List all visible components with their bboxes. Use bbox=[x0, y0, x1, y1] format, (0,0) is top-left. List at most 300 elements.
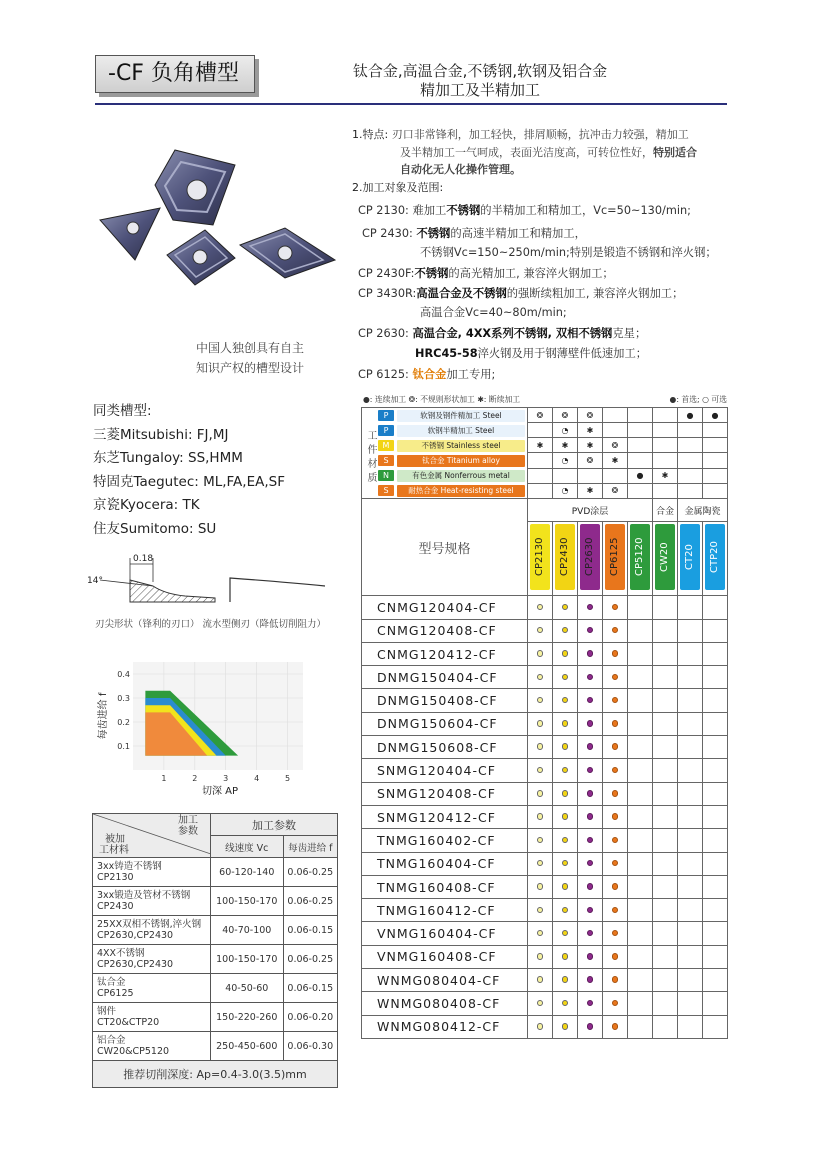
edge-profile-caption: 刃尖形状（锋利的刃口） 流水型侧刃（降低切削阻力） bbox=[95, 619, 327, 630]
availability-cell bbox=[528, 899, 553, 922]
grade-code: CP 2430: bbox=[362, 227, 413, 240]
availability-cell bbox=[678, 736, 703, 759]
available-dot bbox=[562, 1023, 569, 1030]
available-dot bbox=[587, 697, 594, 704]
scope-bold: HRC45-58 bbox=[415, 347, 478, 360]
model-row bbox=[362, 852, 728, 875]
available-dot bbox=[587, 837, 594, 844]
available-dot bbox=[587, 650, 594, 657]
params-row bbox=[93, 945, 338, 974]
availability-cell bbox=[553, 596, 578, 619]
availability-cell bbox=[653, 736, 678, 759]
available-dot bbox=[612, 767, 619, 774]
model-code: TNMG160408-CF bbox=[362, 875, 528, 898]
availability-cell bbox=[553, 969, 578, 992]
availability-cell bbox=[653, 712, 678, 735]
availability-cell bbox=[603, 759, 628, 782]
params-vc: 60-120-140 bbox=[211, 858, 284, 887]
scope-cp3430r bbox=[358, 285, 683, 301]
material-name: 钢件 bbox=[97, 1006, 117, 1017]
chart-y-ticks bbox=[117, 670, 130, 751]
material-symbol-cell bbox=[653, 408, 678, 423]
availability-cell bbox=[553, 945, 578, 968]
params-material bbox=[93, 1032, 211, 1061]
chart-y-tick: 0.3 bbox=[117, 694, 130, 703]
availability-cell bbox=[528, 992, 553, 1015]
material-badge: M bbox=[378, 440, 394, 451]
available-dot bbox=[587, 930, 594, 937]
available-dot bbox=[562, 743, 569, 750]
feed-depth-chart bbox=[95, 660, 310, 800]
availability-cell bbox=[703, 689, 728, 712]
available-dot bbox=[587, 883, 594, 890]
availability-cell bbox=[678, 852, 703, 875]
availability-cell bbox=[628, 922, 653, 945]
params-group-header: 加工参数 bbox=[211, 814, 338, 836]
availability-cell bbox=[628, 619, 653, 642]
available-dot bbox=[612, 674, 619, 681]
material-symbol-cell: ❂ bbox=[578, 453, 603, 468]
available-dot bbox=[612, 837, 619, 844]
availability-cell bbox=[603, 852, 628, 875]
scope-text: 难加工 bbox=[412, 204, 447, 217]
availability-cell bbox=[703, 782, 728, 805]
availability-cell bbox=[528, 1015, 553, 1038]
availability-cell bbox=[628, 712, 653, 735]
scope-label: 2.加工对象及范围: bbox=[352, 180, 444, 194]
params-row bbox=[93, 916, 338, 945]
grade-code-label: CT20 bbox=[680, 524, 700, 590]
availability-cell bbox=[678, 922, 703, 945]
availability-cell bbox=[628, 899, 653, 922]
symbol-legend: ●: 连续加工 ❂: 不规则形状加工 ✱: 断续加工 bbox=[363, 395, 521, 404]
material-grade: CP6125 bbox=[97, 988, 134, 999]
available-dot bbox=[612, 720, 619, 727]
availability-cell bbox=[678, 992, 703, 1015]
available-dot bbox=[612, 907, 619, 914]
scope-cp2130 bbox=[358, 202, 691, 218]
scope-highlight: 钛合金 bbox=[412, 368, 447, 381]
availability-cell bbox=[553, 899, 578, 922]
model-row bbox=[362, 619, 728, 642]
availability-cell bbox=[603, 829, 628, 852]
available-dot bbox=[562, 767, 569, 774]
material-grade: CP2630,CP2430 bbox=[97, 959, 174, 970]
model-code: SNMG120404-CF bbox=[362, 759, 528, 782]
similar-item: 京瓷Kyocera: TK bbox=[93, 497, 200, 513]
material-symbol-cell bbox=[603, 468, 628, 483]
features-section bbox=[352, 126, 742, 196]
material-symbol-cell bbox=[703, 468, 728, 483]
availability-cell bbox=[603, 689, 628, 712]
available-dot bbox=[537, 883, 544, 890]
availability-cell bbox=[578, 596, 603, 619]
params-f: 0.06-0.15 bbox=[283, 916, 337, 945]
model-code: WNMG080404-CF bbox=[362, 969, 528, 992]
available-dot bbox=[587, 790, 594, 797]
available-dot bbox=[562, 790, 569, 797]
preference-legend: ●: 首选; ○ 可选 bbox=[669, 395, 727, 404]
subtitle-line1: 钛合金,高温合金,不锈钢,软钢及铝合金 bbox=[352, 62, 608, 80]
model-code: VNMG160408-CF bbox=[362, 945, 528, 968]
available-dot bbox=[587, 976, 594, 983]
model-row bbox=[362, 969, 728, 992]
grade-code-label: CW20 bbox=[655, 524, 675, 590]
similar-grooves bbox=[93, 400, 285, 541]
model-row bbox=[362, 899, 728, 922]
available-dot bbox=[612, 813, 619, 820]
availability-cell bbox=[528, 969, 553, 992]
availability-cell bbox=[678, 899, 703, 922]
available-dot bbox=[562, 813, 569, 820]
chart-y-tick: 0.4 bbox=[117, 670, 130, 679]
availability-cell bbox=[553, 759, 578, 782]
availability-cell bbox=[628, 875, 653, 898]
material-symbol-cell: ✱ bbox=[578, 483, 603, 498]
availability-cell bbox=[603, 642, 628, 665]
material-symbol-cell: ✱ bbox=[553, 438, 578, 453]
material-symbol-cell bbox=[678, 453, 703, 468]
material-name: 3xx锻造及管材不锈钢 bbox=[97, 890, 191, 901]
available-dot bbox=[537, 1023, 544, 1030]
availability-cell bbox=[578, 689, 603, 712]
model-row bbox=[362, 782, 728, 805]
availability-cell bbox=[578, 666, 603, 689]
availability-cell bbox=[603, 596, 628, 619]
available-dot bbox=[562, 697, 569, 704]
edge-dim-label: 0.18 bbox=[133, 554, 154, 564]
material-name: 钛合金 bbox=[97, 977, 126, 988]
params-col-vc: 线速度 Vc bbox=[211, 836, 284, 858]
model-code: DNMG150404-CF bbox=[362, 666, 528, 689]
material-symbol-cell: ✱ bbox=[603, 453, 628, 468]
model-row bbox=[362, 642, 728, 665]
availability-cell bbox=[703, 992, 728, 1015]
available-dot bbox=[537, 720, 544, 727]
available-dot bbox=[612, 930, 619, 937]
model-row bbox=[362, 945, 728, 968]
group-alloy: 合金 bbox=[653, 499, 678, 522]
availability-cell bbox=[653, 1015, 678, 1038]
availability-cell bbox=[553, 875, 578, 898]
available-dot bbox=[612, 604, 619, 611]
model-code: WNMG080408-CF bbox=[362, 992, 528, 1015]
scope-cp6125 bbox=[358, 366, 495, 382]
available-dot bbox=[537, 790, 544, 797]
material-symbol-cell: ✱ bbox=[578, 438, 603, 453]
params-vc: 40-50-60 bbox=[211, 974, 284, 1003]
availability-cell bbox=[553, 619, 578, 642]
params-vc: 40-70-100 bbox=[211, 916, 284, 945]
model-row bbox=[362, 596, 728, 619]
available-dot bbox=[562, 604, 569, 611]
model-row bbox=[362, 805, 728, 828]
availability-cell bbox=[553, 992, 578, 1015]
available-dot bbox=[587, 907, 594, 914]
page-title: -CF 负角槽型 bbox=[95, 55, 255, 93]
availability-cell bbox=[553, 736, 578, 759]
availability-cell bbox=[528, 596, 553, 619]
availability-cell bbox=[653, 829, 678, 852]
material-symbol-cell bbox=[678, 423, 703, 438]
scope-cp3430r-line2: 高温合金Vc=40~80m/min; bbox=[420, 306, 567, 319]
grade-code: CP 3430R: bbox=[358, 287, 417, 300]
model-row bbox=[362, 875, 728, 898]
model-row bbox=[362, 992, 728, 1015]
availability-cell bbox=[603, 899, 628, 922]
availability-cell bbox=[578, 969, 603, 992]
scope-bold: 不锈钢 bbox=[416, 227, 451, 240]
available-dot bbox=[562, 837, 569, 844]
availability-cell bbox=[678, 712, 703, 735]
material-symbol-cell bbox=[678, 468, 703, 483]
grade-group-row bbox=[362, 499, 728, 522]
availability-cell bbox=[653, 945, 678, 968]
params-material bbox=[93, 887, 211, 916]
corner-top2: 参数 bbox=[178, 826, 198, 837]
available-dot bbox=[587, 1000, 594, 1007]
available-dot bbox=[587, 674, 594, 681]
availability-cell bbox=[703, 852, 728, 875]
grade-code-label: CP2130 bbox=[530, 524, 550, 590]
material-symbol-cell bbox=[528, 468, 553, 483]
material-symbol-cell: ❂ bbox=[603, 438, 628, 453]
params-row bbox=[93, 1003, 338, 1032]
availability-cell bbox=[628, 759, 653, 782]
scope-bold: 不锈钢 bbox=[414, 267, 449, 280]
chart-x-tick: 3 bbox=[223, 774, 229, 783]
availability-cell bbox=[653, 642, 678, 665]
params-vc: 100-150-170 bbox=[211, 887, 284, 916]
grade-code: CP 6125: bbox=[358, 368, 409, 381]
available-dot bbox=[537, 860, 544, 867]
triangle-insert-image bbox=[100, 208, 160, 260]
material-symbol-cell bbox=[653, 453, 678, 468]
scope-text: 的高光精加工, 兼容淬火钢加工； bbox=[448, 267, 614, 280]
available-dot bbox=[562, 883, 569, 890]
availability-cell bbox=[528, 805, 553, 828]
availability-cell bbox=[578, 945, 603, 968]
availability-cell bbox=[628, 829, 653, 852]
params-f: 0.06-0.25 bbox=[283, 945, 337, 974]
availability-cell bbox=[528, 689, 553, 712]
model-code: DNMG150608-CF bbox=[362, 736, 528, 759]
availability-cell bbox=[553, 852, 578, 875]
availability-cell bbox=[553, 922, 578, 945]
availability-cell bbox=[628, 805, 653, 828]
material-name: 铝合金 bbox=[97, 1035, 126, 1046]
available-dot bbox=[537, 837, 544, 844]
material-symbol-cell: ◔ bbox=[553, 483, 578, 498]
features-text2-bold: 特别适合 bbox=[653, 145, 697, 159]
params-f: 0.06-0.25 bbox=[283, 858, 337, 887]
material-grade: CT20&CTP20 bbox=[97, 1017, 160, 1028]
available-dot bbox=[612, 953, 619, 960]
subtitle-line2: 精加工及半精加工 bbox=[419, 81, 540, 99]
material-grade: CP2430 bbox=[97, 901, 134, 912]
availability-cell bbox=[653, 596, 678, 619]
availability-cell bbox=[628, 596, 653, 619]
availability-cell bbox=[603, 619, 628, 642]
material-symbol-cell: ❂ bbox=[553, 408, 578, 423]
availability-cell bbox=[603, 736, 628, 759]
availability-cell bbox=[653, 969, 678, 992]
chart-x-tick: 5 bbox=[284, 774, 291, 783]
params-material bbox=[93, 1003, 211, 1032]
availability-cell bbox=[678, 666, 703, 689]
material-name: 3xx铸造不锈钢 bbox=[97, 861, 162, 872]
chart-x-tick: 4 bbox=[254, 774, 260, 783]
availability-cell bbox=[528, 642, 553, 665]
availability-cell bbox=[653, 875, 678, 898]
availability-cell bbox=[528, 666, 553, 689]
material-grade: CP2630,CP2430 bbox=[97, 930, 174, 941]
availability-cell bbox=[528, 945, 553, 968]
grades-panel bbox=[361, 394, 727, 1035]
availability-cell bbox=[553, 689, 578, 712]
params-f: 0.06-0.30 bbox=[283, 1032, 337, 1061]
material-symbol-cell: ● bbox=[628, 468, 653, 483]
features-label: 1.特点: bbox=[352, 128, 389, 141]
availability-cell bbox=[653, 782, 678, 805]
availability-cell bbox=[678, 759, 703, 782]
available-dot bbox=[612, 883, 619, 890]
availability-cell bbox=[628, 736, 653, 759]
group-cermet: 金属陶瓷 bbox=[678, 499, 728, 522]
available-dot bbox=[587, 627, 594, 634]
params-f: 0.06-0.15 bbox=[283, 974, 337, 1003]
scope-cp2630-line2 bbox=[415, 345, 647, 361]
available-dot bbox=[587, 743, 594, 750]
model-label: 型号规格 bbox=[362, 499, 528, 596]
available-dot bbox=[537, 604, 544, 611]
availability-cell bbox=[528, 619, 553, 642]
available-dot bbox=[612, 976, 619, 983]
available-dot bbox=[537, 976, 544, 983]
scope-cp2430f bbox=[358, 265, 614, 281]
availability-cell bbox=[703, 596, 728, 619]
availability-cell bbox=[603, 969, 628, 992]
available-dot bbox=[612, 743, 619, 750]
grade-code-label: CP2630 bbox=[580, 524, 600, 590]
availability-cell bbox=[553, 805, 578, 828]
availability-cell bbox=[653, 805, 678, 828]
corner-bottom2: 工材料 bbox=[99, 845, 129, 856]
availability-cell bbox=[553, 666, 578, 689]
grade-code-label: CP6125 bbox=[605, 524, 625, 590]
available-dot bbox=[562, 720, 569, 727]
material-symbol-cell: ❂ bbox=[578, 408, 603, 423]
material-symbol-cell bbox=[703, 423, 728, 438]
availability-cell bbox=[528, 875, 553, 898]
availability-cell bbox=[703, 712, 728, 735]
chart-x-label: 切深 AP bbox=[201, 786, 239, 797]
params-material bbox=[93, 916, 211, 945]
scope-text: 的强断续粗加工, 兼容淬火钢加工； bbox=[506, 287, 684, 300]
available-dot bbox=[612, 627, 619, 634]
edge-angle-label: 14° bbox=[87, 576, 103, 586]
features-text2: 及半精加工一气呵成，表面光洁度高，可转位性好， bbox=[400, 145, 653, 159]
available-dot bbox=[562, 1000, 569, 1007]
availability-cell bbox=[603, 782, 628, 805]
available-dot bbox=[587, 767, 594, 774]
insert-images bbox=[95, 140, 340, 290]
scope-cp2430 bbox=[362, 225, 586, 241]
chart-y-tick: 0.2 bbox=[117, 718, 130, 727]
cutting-params-table bbox=[92, 813, 338, 1088]
availability-cell bbox=[578, 992, 603, 1015]
availability-cell bbox=[553, 782, 578, 805]
material-badge: P bbox=[378, 425, 394, 436]
model-code: SNMG120412-CF bbox=[362, 805, 528, 828]
material-name: 耐热合金 Heat-resisting steel bbox=[397, 485, 525, 497]
scope-cp2430-line2: 不锈钢Vc=150~250m/min;特别是锻造不锈钢和淬火钢； bbox=[420, 246, 717, 259]
availability-cell bbox=[553, 642, 578, 665]
material-symbol-cell: ◔ bbox=[553, 453, 578, 468]
material-name: 4XX不锈钢 bbox=[97, 948, 145, 959]
available-dot bbox=[587, 604, 594, 611]
material-label: 工件材质 bbox=[365, 430, 376, 486]
availability-cell bbox=[703, 736, 728, 759]
params-corner bbox=[93, 814, 211, 858]
material-row bbox=[362, 408, 728, 423]
grade-code: CP 2130: bbox=[358, 204, 409, 217]
similar-item: 东芝Tungaloy: SS,HMM bbox=[93, 450, 243, 466]
params-material bbox=[93, 858, 211, 887]
available-dot bbox=[562, 907, 569, 914]
availability-cell bbox=[603, 805, 628, 828]
availability-cell bbox=[703, 899, 728, 922]
model-code: CNMG120408-CF bbox=[362, 619, 528, 642]
features-text3-bold: 自动化无人化操作管理。 bbox=[400, 163, 521, 176]
material-symbol-cell bbox=[528, 483, 553, 498]
chart-x-tick: 1 bbox=[161, 774, 167, 783]
available-dot bbox=[537, 813, 544, 820]
availability-cell bbox=[628, 689, 653, 712]
material-symbol-cell: ✱ bbox=[578, 423, 603, 438]
material-name: 软钢及钢件精加工 Steel bbox=[397, 410, 525, 422]
availability-cell bbox=[678, 642, 703, 665]
available-dot bbox=[537, 767, 544, 774]
material-symbol-cell bbox=[603, 408, 628, 423]
model-code: DNMG150604-CF bbox=[362, 712, 528, 735]
note-line1: 中国人独创具有自主 bbox=[195, 341, 304, 355]
available-dot bbox=[537, 953, 544, 960]
material-symbol-cell bbox=[703, 438, 728, 453]
availability-cell bbox=[578, 712, 603, 735]
chart-y-tick: 0.1 bbox=[117, 742, 130, 751]
material-symbol-cell bbox=[703, 483, 728, 498]
availability-cell bbox=[628, 992, 653, 1015]
available-dot bbox=[537, 697, 544, 704]
available-dot bbox=[537, 743, 544, 750]
available-dot bbox=[562, 930, 569, 937]
available-dot bbox=[612, 860, 619, 867]
material-symbol-cell: ❂ bbox=[528, 408, 553, 423]
available-dot bbox=[562, 674, 569, 681]
chart-x-ticks bbox=[161, 774, 290, 783]
available-dot bbox=[562, 627, 569, 634]
availability-cell bbox=[603, 875, 628, 898]
availability-cell bbox=[578, 759, 603, 782]
available-dot bbox=[587, 813, 594, 820]
availability-cell bbox=[603, 712, 628, 735]
availability-cell bbox=[528, 782, 553, 805]
scope-bold: 不锈钢 bbox=[446, 204, 481, 217]
available-dot bbox=[537, 930, 544, 937]
group-pvd: PVD涂层 bbox=[528, 499, 653, 522]
corner-bottom: 被加 bbox=[105, 834, 125, 845]
